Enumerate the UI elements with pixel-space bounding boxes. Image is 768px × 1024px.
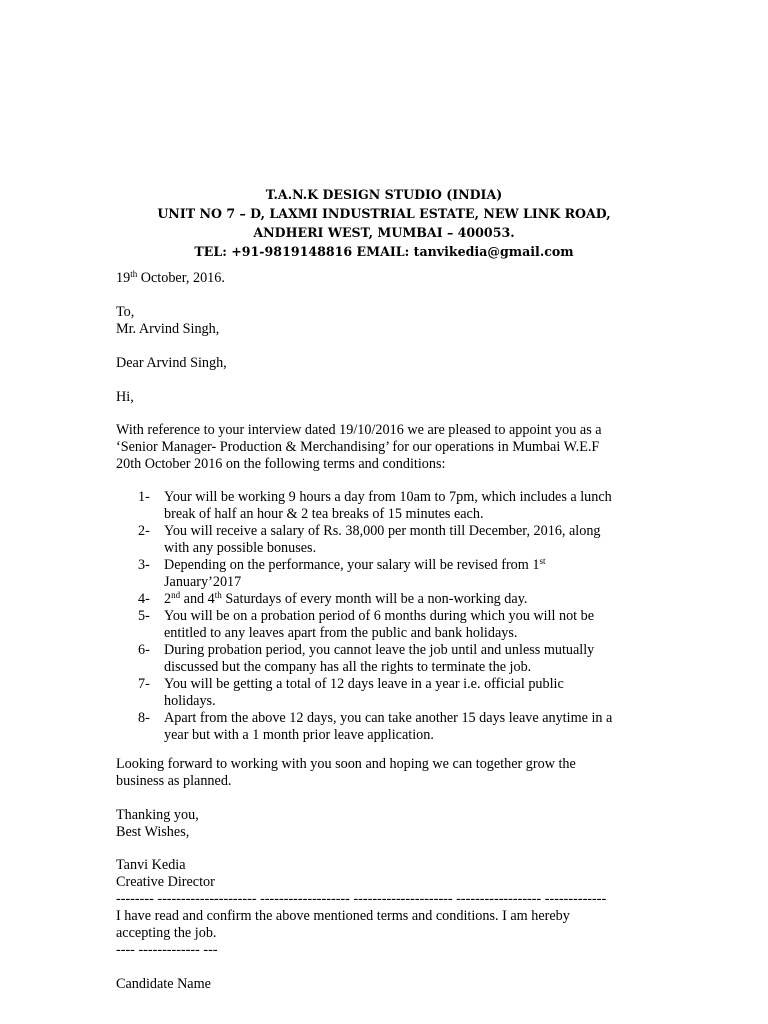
signoff bbox=[116, 807, 676, 841]
recipient-name: Mr. Arvind Singh, bbox=[116, 321, 220, 337]
list-item: 8- Apart from the above 12 days, you can take another 15 days leave anytime in a year but with a 1 month prior leave application. bbox=[138, 710, 613, 743]
signature-block bbox=[116, 857, 676, 891]
separator-line: -------- --------------------- ------------------- --------------------- ------------------ ------------- bbox=[116, 891, 607, 907]
recipient-block bbox=[116, 304, 676, 338]
confirmation-paragraph: I have read and confirm the above mentioned terms and conditions. I am hereby accepting the job. bbox=[116, 908, 570, 941]
list-item: 5- You will be on a probation period of 6 months during which you will not be entitled to any leaves apart from the public and bank holidays. bbox=[138, 608, 595, 641]
list-item: 4- 2nd and 4th Saturdays of every month will be a non-working day. bbox=[138, 590, 528, 607]
to-label: To, bbox=[116, 304, 135, 320]
list-item: 1- Your will be working 9 hours a day from 10am to 7pm, which includes a lunch break of half an hour & 2 tea breaks of 15 minutes each. bbox=[138, 489, 612, 522]
terms-list bbox=[138, 489, 678, 744]
letter-date: 19th October, 2016. bbox=[116, 269, 225, 286]
list-item: 2- You will receive a salary of Rs. 38,000 per month till December, 2016, along with any possible bonuses. bbox=[138, 523, 601, 556]
address-line-2: ANDHERI WEST, MUMBAI – 400053. bbox=[253, 225, 515, 240]
short-separator: ---- ------------- --- bbox=[116, 942, 218, 958]
candidate-name-label: Candidate Name bbox=[116, 976, 211, 992]
contact-line: TEL: +91-9819148816 EMAIL: tanvikedia@gmail.com bbox=[194, 244, 574, 259]
company-name: T.A.N.K DESIGN STUDIO (INDIA) bbox=[265, 187, 503, 202]
list-item: 7- You will be getting a total of 12 days leave in a year i.e. official public holidays. bbox=[138, 676, 564, 709]
salutation: Dear Arvind Singh, bbox=[116, 355, 227, 371]
list-item: 3- Depending on the performance, your salary will be revised from 1st January’2017 bbox=[138, 556, 546, 590]
intro-paragraph: With reference to your interview dated 19/10/2016 we are pleased to appoint you as a ‘Senior Manager- Production & Merchandising’ for our operations in Mumbai W.E.F 20th October 2016 on the following terms and conditions: bbox=[116, 422, 602, 472]
greeting: Hi, bbox=[116, 389, 134, 405]
closing-paragraph: Looking forward to working with you soon and hoping we can together grow the business as planned. bbox=[116, 756, 576, 789]
letterhead bbox=[0, 185, 768, 261]
list-item: 6- During probation period, you cannot leave the job until and unless mutually discussed but the company has all the rights to terminate the job. bbox=[138, 642, 595, 675]
wishes-line: Best Wishes, bbox=[116, 824, 190, 840]
signatory-title: Creative Director bbox=[116, 874, 215, 890]
address-line-1: UNIT NO 7 – D, LAXMI INDUSTRIAL ESTATE, NEW LINK ROAD, bbox=[157, 206, 611, 221]
thanks-line: Thanking you, bbox=[116, 807, 199, 823]
signatory-name: Tanvi Kedia bbox=[116, 857, 186, 873]
